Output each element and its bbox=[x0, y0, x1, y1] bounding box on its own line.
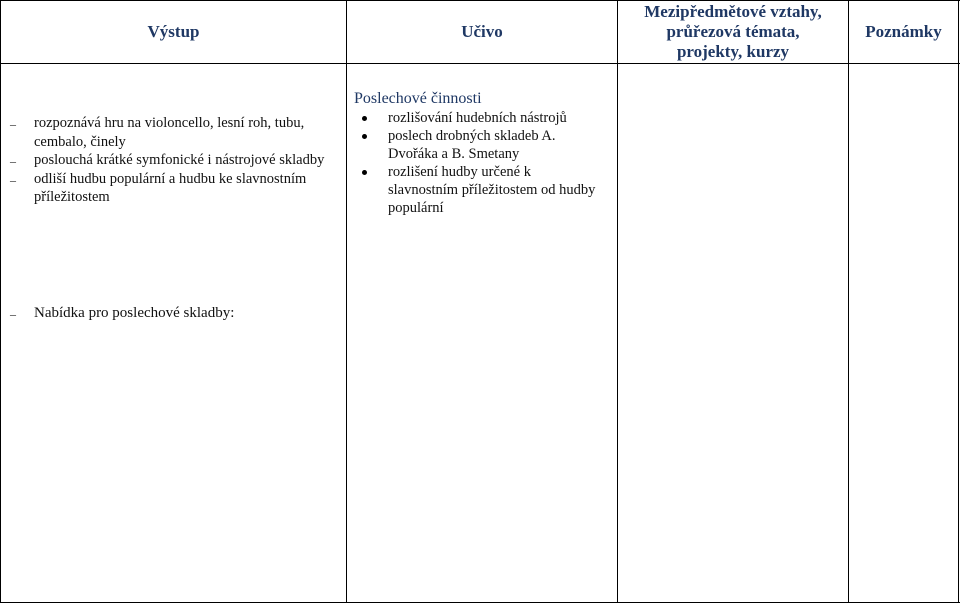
column-divider-1 bbox=[346, 0, 347, 603]
bottom-item: – Nabídka pro poslechové skladby: bbox=[10, 304, 340, 323]
bottom-list bbox=[10, 304, 340, 323]
dash-marker: – bbox=[10, 154, 16, 168]
column-divider-3 bbox=[848, 0, 849, 603]
ucivo-item: rozlišování hudebních nástrojů bbox=[354, 109, 604, 127]
table-border-header-bottom bbox=[0, 63, 960, 64]
bullet-icon bbox=[362, 116, 367, 121]
header-ucivo-label: Učivo bbox=[461, 22, 503, 41]
table-border-left bbox=[0, 0, 1, 603]
ucivo-list bbox=[354, 109, 604, 217]
vystup-item: – poslouchá krátké symfonické i nástrojové skladby bbox=[10, 151, 328, 170]
table-border-bottom bbox=[0, 602, 960, 603]
bullet-icon bbox=[362, 170, 367, 175]
dash-marker: – bbox=[10, 307, 16, 321]
header-poznamky bbox=[849, 1, 958, 63]
dash-marker: – bbox=[10, 117, 16, 131]
header-vystup bbox=[1, 1, 346, 63]
header-ucivo bbox=[347, 1, 617, 63]
ucivo-item: rozlišení hudby určené k slavnostním příležitostem od hudby populární bbox=[354, 163, 604, 217]
header-vystup-label: Výstup bbox=[147, 22, 200, 41]
bullet-icon bbox=[362, 134, 367, 139]
ucivo-item: poslech drobných skladeb A. Dvořáka a B. Smetany bbox=[354, 127, 604, 163]
table-border-right bbox=[958, 0, 959, 603]
vystup-item: – rozpoznává hru na violoncello, lesní roh, tubu, cembalo, činely bbox=[10, 115, 305, 150]
column-divider-2 bbox=[617, 0, 618, 603]
vystup-list bbox=[10, 114, 328, 207]
ucivo-title: Poslechové činnosti bbox=[354, 90, 482, 107]
header-poznamky-label: Poznámky bbox=[865, 22, 942, 41]
ucivo-section bbox=[354, 90, 604, 217]
vystup-item: – odliší hudbu populární a hudbu ke slavnostním příležitostem bbox=[10, 170, 307, 205]
header-mezipredmetove bbox=[618, 1, 848, 63]
dash-marker: – bbox=[10, 172, 16, 187]
header-mezipredmetove-label: Mezipředmětové vztahy, průřezová témata, projekty, kurzy bbox=[644, 2, 822, 61]
